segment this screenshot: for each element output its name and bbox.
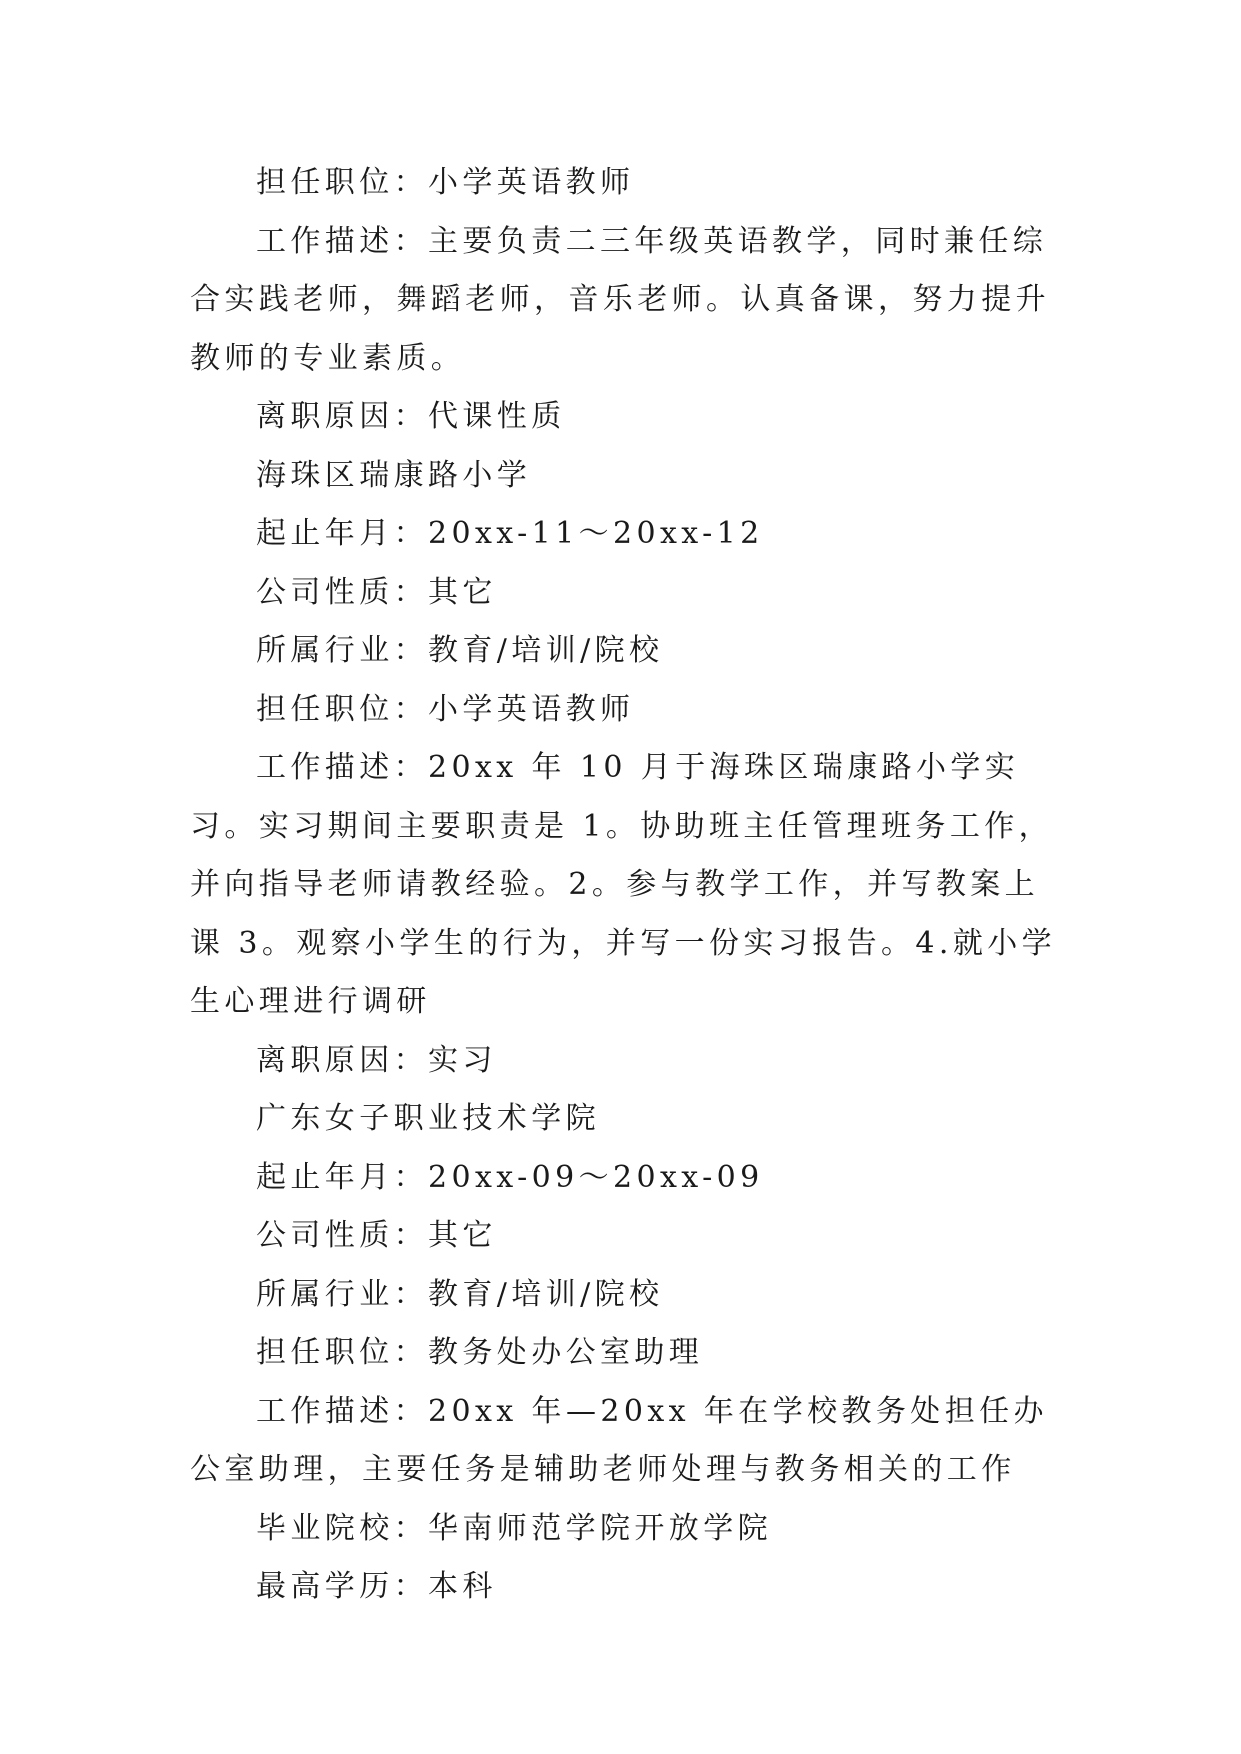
job-description-1: 工作描述：主要负责二三年级英语教学，同时兼任综合实践老师，舞蹈老师，音乐老师。认真备课，努力提升教师的专业素质。 <box>190 223 1050 376</box>
document-body <box>190 154 1060 1617</box>
position-line-1: 担任职位：小学英语教师 <box>256 165 635 200</box>
job-description-2: 工作描述：20xx 年 10 月于海珠区瑞康路小学实习。实习期间主要职责是 1。协助班主任管理班务工作，并向指导老师请教经验。2。参与教学工作，并写教案上课 3。观察小学生的行为，并写一份实习报告。4.就小学生心理进行调研 <box>190 750 1057 1019</box>
employer-name-3: 广东女子职业技术学院 <box>256 1101 600 1136</box>
date-range-3: 起止年月：20xx-09～20xx-09 <box>256 1159 764 1195</box>
position-line-3: 担任职位：教务处办公室助理 <box>256 1335 704 1370</box>
company-type-2: 公司性质：其它 <box>256 574 497 610</box>
graduate-school: 毕业院校：华南师范学院开放学院 <box>256 1510 772 1546</box>
employer-name-2: 海珠区瑞康路小学 <box>256 457 532 493</box>
leave-reason-1: 离职原因：代课性质 <box>256 399 566 434</box>
company-type-3: 公司性质：其它 <box>256 1218 497 1253</box>
industry-2: 所属行业：教育/培训/院校 <box>256 633 664 668</box>
leave-reason-2: 离职原因：实习 <box>256 1042 497 1078</box>
highest-education: 最高学历：本科 <box>256 1569 497 1604</box>
job-description-3: 工作描述：20xx 年—20xx 年在学校教务处担任办公室助理，主要任务是辅助老师处理与教务相关的工作 <box>190 1393 1048 1487</box>
industry-3: 所属行业：教育/培训/院校 <box>256 1276 664 1312</box>
date-range-2: 起止年月：20xx-11～20xx-12 <box>256 516 764 551</box>
position-line-2: 担任职位：小学英语教师 <box>256 691 635 727</box>
